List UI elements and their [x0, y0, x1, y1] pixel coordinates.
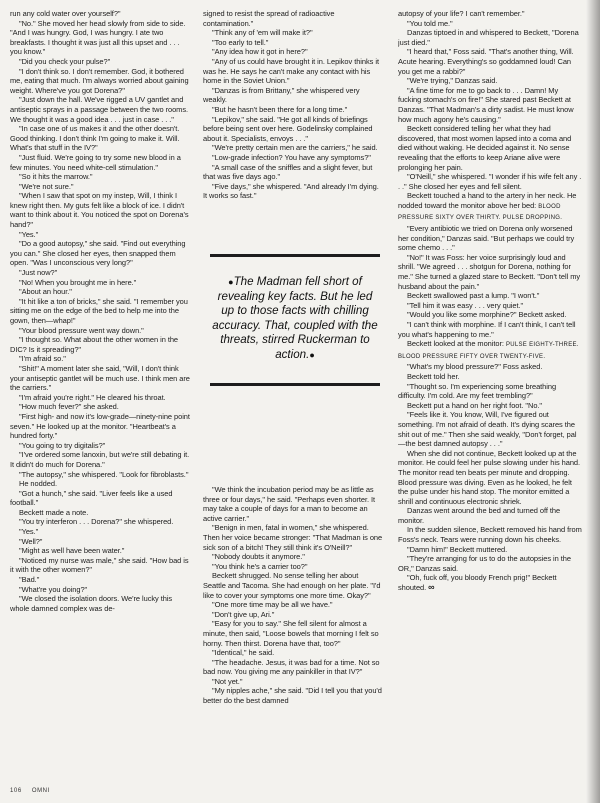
paragraph: "About an hour." [19, 287, 72, 297]
paragraph: "You try interferon . . . Dorena?" she whispered. [19, 517, 174, 527]
paragraph: "No!" It was Foss: her voice surprisingly loud and shrill. "We agreed . . . shotgun for Dorena, nothing for me." She turned a glazed stare to Beckett. "Don't tell my husband about the pain." [398, 252, 581, 291]
pull-quote-text: The Madman fell short of revealing key facts. But he led up to those facts with chilling accuracy. That, coupled with the threats, stirred Ruckerman to action. [212, 275, 378, 361]
paragraph: When she did not continue, Beckett looked up at the monitor. He could feel her pulse slowing under his hand. The monitor read ten beats per minute and dropping. Blood pressure was diving. Even as he looked, he felt the pulse under his hand stop. The monitor emitted a shrill and continuous electronic shriek. [398, 448, 581, 506]
paragraph: "I've ordered some lanoxin, but we're still debating it. It didn't do much for Dorena." [10, 450, 190, 469]
paragraph: "Identical," he said. [212, 648, 275, 658]
paragraph: Danzas went around the bed and turned off the monitor. [398, 506, 561, 525]
end-mark-icon: ∞ [428, 582, 433, 593]
paragraph: Beckett shrugged. No sense telling her about Seattle and Tacoma. She had enough on her plate. "I'd like to cover your symptoms one more time. Okay?" [203, 571, 381, 600]
paragraph: "We're trying," Danzas said. [407, 76, 498, 86]
paragraph: "Not yet." [212, 676, 243, 686]
paragraph: "I heard that," Foss said. "That's another thing, Will. Acute hearing. Everything's so goddamned loud! Can you get me a rabbi?" [398, 47, 574, 76]
paragraph: "The headache. Jesus, it was bad for a time. Not so bad now. You giving me any painkiller in that IV?" [203, 657, 380, 677]
paragraph: "What're you doing?" [19, 584, 88, 594]
text-column-2-bottom [203, 485, 383, 803]
paragraph: "You going to try digitalis?" [19, 440, 106, 450]
paragraph: "When I saw that spot on my instep, Will, I think I knew right then. My guts felt like a block of ice. I didn't want to think about it. You noticed the spot on Dorena's hand?" [10, 191, 189, 230]
paragraph: "Feels like it. You know, Will, I've figured out something. I'm not afraid of death. It's dying scares the shit out of me." Then she said weakly, "Don't forget, pal—the best damned autopsy . . ." [398, 410, 577, 449]
paragraph: "Did you check your pulse?" [19, 56, 111, 66]
paragraph: Beckett considered telling her what they had discovered, that most women lapsed into a coma and died without waking. He decided against it. No sense revealing that the efforts to keep Ariane alive were prolonging her pain. [398, 124, 572, 172]
paragraph: In the sudden silence, Beckett removed his hand from Foss's neck. Tears were running down his cheeks. [398, 525, 582, 545]
paragraph: "I thought so. What about the other women in the DIC? Is it spreading?" [10, 335, 179, 354]
page-edge-shadow [586, 0, 600, 803]
monitor-readout: BLOOD PRESSURE SIXTY OVER THIRTY. PULSE DROPPING. [398, 203, 563, 222]
paragraph: "Yes." [19, 229, 39, 239]
paragraph: "We're not sure." [19, 181, 74, 191]
paragraph: "Thought so. I'm experiencing some breathing difficulty. I'm cold. Are my feet trembling?" [398, 381, 557, 401]
paragraph: "Noticed my nurse was male," she said. "How bad is it with the other women?" [10, 555, 189, 575]
paragraph: "Too early to tell." [212, 37, 269, 47]
paragraph: "Low-grade infection? You have any symptoms?" [212, 152, 371, 162]
paragraph: "Any of us could have brought it in. Lepikov thinks it was he. He says he can't make any contact with his home in the Soviet Union." [203, 56, 379, 86]
paragraph: "You told me." [407, 18, 453, 28]
paragraph: "We closed the isolation doors. We're lucky this whole damned complex was de- [10, 594, 173, 613]
paragraph-text: Beckett looked at the monitor: [407, 339, 504, 349]
page-number: 106 [10, 788, 22, 794]
paragraph: "Your blood pressure went way down." [19, 325, 144, 335]
text-column-1 [10, 9, 190, 795]
text-column-3 [398, 9, 582, 795]
paragraph: "Any idea how it got in here?" [212, 47, 308, 57]
paragraph: Danzas tiptoed in and whispered to Beckett, "Dorena just died." [398, 28, 579, 47]
paragraph: "Don't give up, Ari." [212, 609, 275, 619]
paragraph: Beckett put a hand on her right foot. "No." [407, 400, 543, 410]
paragraph: "The autopsy," she whispered. "Look for fibroblasts." [19, 469, 189, 479]
paragraph: "Just fluid. We're going to try some new blood in a few minutes. You need white-cell stimulation." [10, 152, 181, 172]
paragraph: "My nipples ache," she said. "Did I tell you that you'd better do the best damned [203, 686, 382, 706]
paragraph: "We think the incubation period may be as little as three or four days," he said. "Perhaps even shorter. It may take a couple of days for a man to become an active carrier." [203, 485, 376, 523]
paragraph: "It hit like a ton of bricks," she said. "I remember you sitting me on the edge of the bed to help me into the gown, then—whap!" [10, 296, 188, 325]
paragraph: "Think any of 'em will make it?" [212, 28, 313, 38]
paragraph [398, 573, 582, 592]
paragraph: "No." She moved her head slowly from side to side. "And I was hungry. God, I was hungry. I ate two breakfasts. I thought it was just all this upset and . . . you know." [10, 18, 186, 57]
paragraph: "A small case of the sniffles and a slight fever, but that was five days ago." [203, 162, 373, 182]
paragraph: "No! When you brought me in here." [19, 277, 137, 287]
paragraph: "Danzas is from Brittany," she whispered very weakly. [203, 85, 360, 105]
paragraph: run any cold water over yourself?" [10, 9, 121, 18]
paragraph: "Nobody doubts it anymore." [212, 552, 305, 562]
paragraph: "Bad." [19, 575, 40, 585]
paragraph: "Easy for you to say." She fell silent for almost a minute, then said, "Loose bowels that morning I felt so horny. Then thirst. Dorena have that, too?" [203, 619, 379, 648]
paragraph: "I don't think so. I don't remember. God, it bothered me, eating that much. I'm always worried about gaining weight. Where've you got Dorena?" [10, 66, 189, 95]
paragraph: "Shit!" A moment later she said, "Will, I don't think your antiseptic gantlet will be much use. I think men are the carriers." [10, 363, 190, 393]
paragraph: "Just now?" [19, 268, 58, 278]
paragraph: "They're arranging for us to do the autopsies in the OR," Danzas said. [398, 554, 571, 573]
paragraph: "Every antibiotic we tried on Dorena only worsened her condition," Danzas said. "But perhaps we could try some chemo . . ." [398, 224, 575, 253]
monitor-readout: PULSE EIGHTY-THREE. BLOOD PRESSURE FIFTY OVER TWENTY-FIVE. [398, 342, 579, 360]
paragraph: "You think he's a carrier too?" [212, 561, 308, 571]
paragraph: signed to resist the spread of radioactive contamination." [203, 9, 335, 28]
paragraph: "What's my blood pressure?" Foss asked. [407, 362, 543, 372]
paragraph: "Just down the hall. We've rigged a UV gantlet and antiseptic sprays in a passage between the two rooms. We thought it was a good idea . . . just in case . . ." [10, 95, 189, 124]
paragraph: "Tell him it was easy . . . very quiet." [407, 300, 524, 310]
paragraph: "How much fever?" she asked. [19, 402, 119, 412]
paragraph-text: Beckett touched a hand to the artery in her neck. He nodded toward the monitor above her bed: [398, 191, 577, 210]
pull-quote [210, 254, 380, 386]
paragraph: "I can't think with morphine. If I can't think, I can't tell you what's happening to me." [398, 320, 576, 339]
paragraph: "Yes." [19, 527, 39, 537]
paragraph-text: "Oh, fuck off, you bloody French prig!" Beckett shouted. [398, 573, 557, 593]
paragraph: He nodded. [19, 479, 57, 489]
paragraph: Beckett told her. [407, 371, 460, 381]
end-bullet-icon: ● [309, 349, 315, 360]
paragraph: "First high- and now it's low-grade—ninety-nine point seven." He looked up at the monitor. "Heartbeat's a hundred forty." [10, 411, 190, 441]
paragraph: "A fine time for me to go back to . . . Damn! My fucking stomach's on fire!" She stared past Beckett at Danzas. "That Madman's a dirty sadist. He must know how much agony he's causing." [398, 85, 574, 124]
paragraph: "Lepikov," she said. "He got all kinds of briefings before being sent over here. Godelinsky complained about it. Specialists, envoys . . ." [203, 114, 373, 143]
paragraph: "O'Neill," she whispered. "I wonder if his wife felt any . . ." She closed her eyes and fell silent. [398, 172, 582, 191]
paragraph: "Five days," she whispered. "And already I'm dying. It works so fast." [203, 181, 379, 201]
paragraph: "I'm afraid so." [19, 354, 66, 364]
bullet-icon: ● [228, 277, 234, 287]
paragraph: Beckett swallowed past a lump. "I won't." [407, 291, 540, 301]
paragraph: "Would you like some morphine?" Beckett asked. [407, 310, 567, 320]
text-column-2-top [203, 9, 383, 277]
paragraph: Beckett made a note. [19, 507, 89, 517]
paragraph: autopsy of your life? I can't remember." [398, 9, 525, 18]
paragraph: "I'm afraid you're right." He cleared his throat. [19, 392, 166, 402]
paragraph [398, 339, 582, 362]
paragraph: "Do a good autopsy," she said. "Find out everything you can." She closed her eyes, then snapped them open. "Was I unconscious very long?" [10, 239, 186, 268]
paragraph [398, 191, 582, 224]
folio [10, 788, 60, 794]
paragraph: "Well?" [19, 536, 43, 546]
paragraph: "One more time may be all we have." [212, 600, 333, 610]
paragraph: "Might as well have been water." [19, 546, 125, 556]
paragraph: "Damn him!" Beckett muttered. [407, 544, 508, 554]
paragraph: "But he hasn't been there for a long time." [212, 104, 348, 114]
paragraph: "In case one of us makes it and the other doesn't. Good thinking. I don't think I'm going to make it. Will. What's that stuff in the IV?" [10, 124, 180, 153]
paragraph: "Got a hunch," she said. "Liver feels like a used football." [10, 488, 173, 508]
paragraph: "We're pretty certain men are the carriers," he said. [212, 143, 378, 153]
paragraph: "Benign in men, fatal in women," she whispered. Then her voice became stronger: "That Madman is one sick son of a bitch! They still think it's O'Neill?" [203, 523, 383, 552]
paragraph: "So it hits the marrow." [19, 172, 93, 182]
magazine-name: OMNI [31, 788, 50, 794]
